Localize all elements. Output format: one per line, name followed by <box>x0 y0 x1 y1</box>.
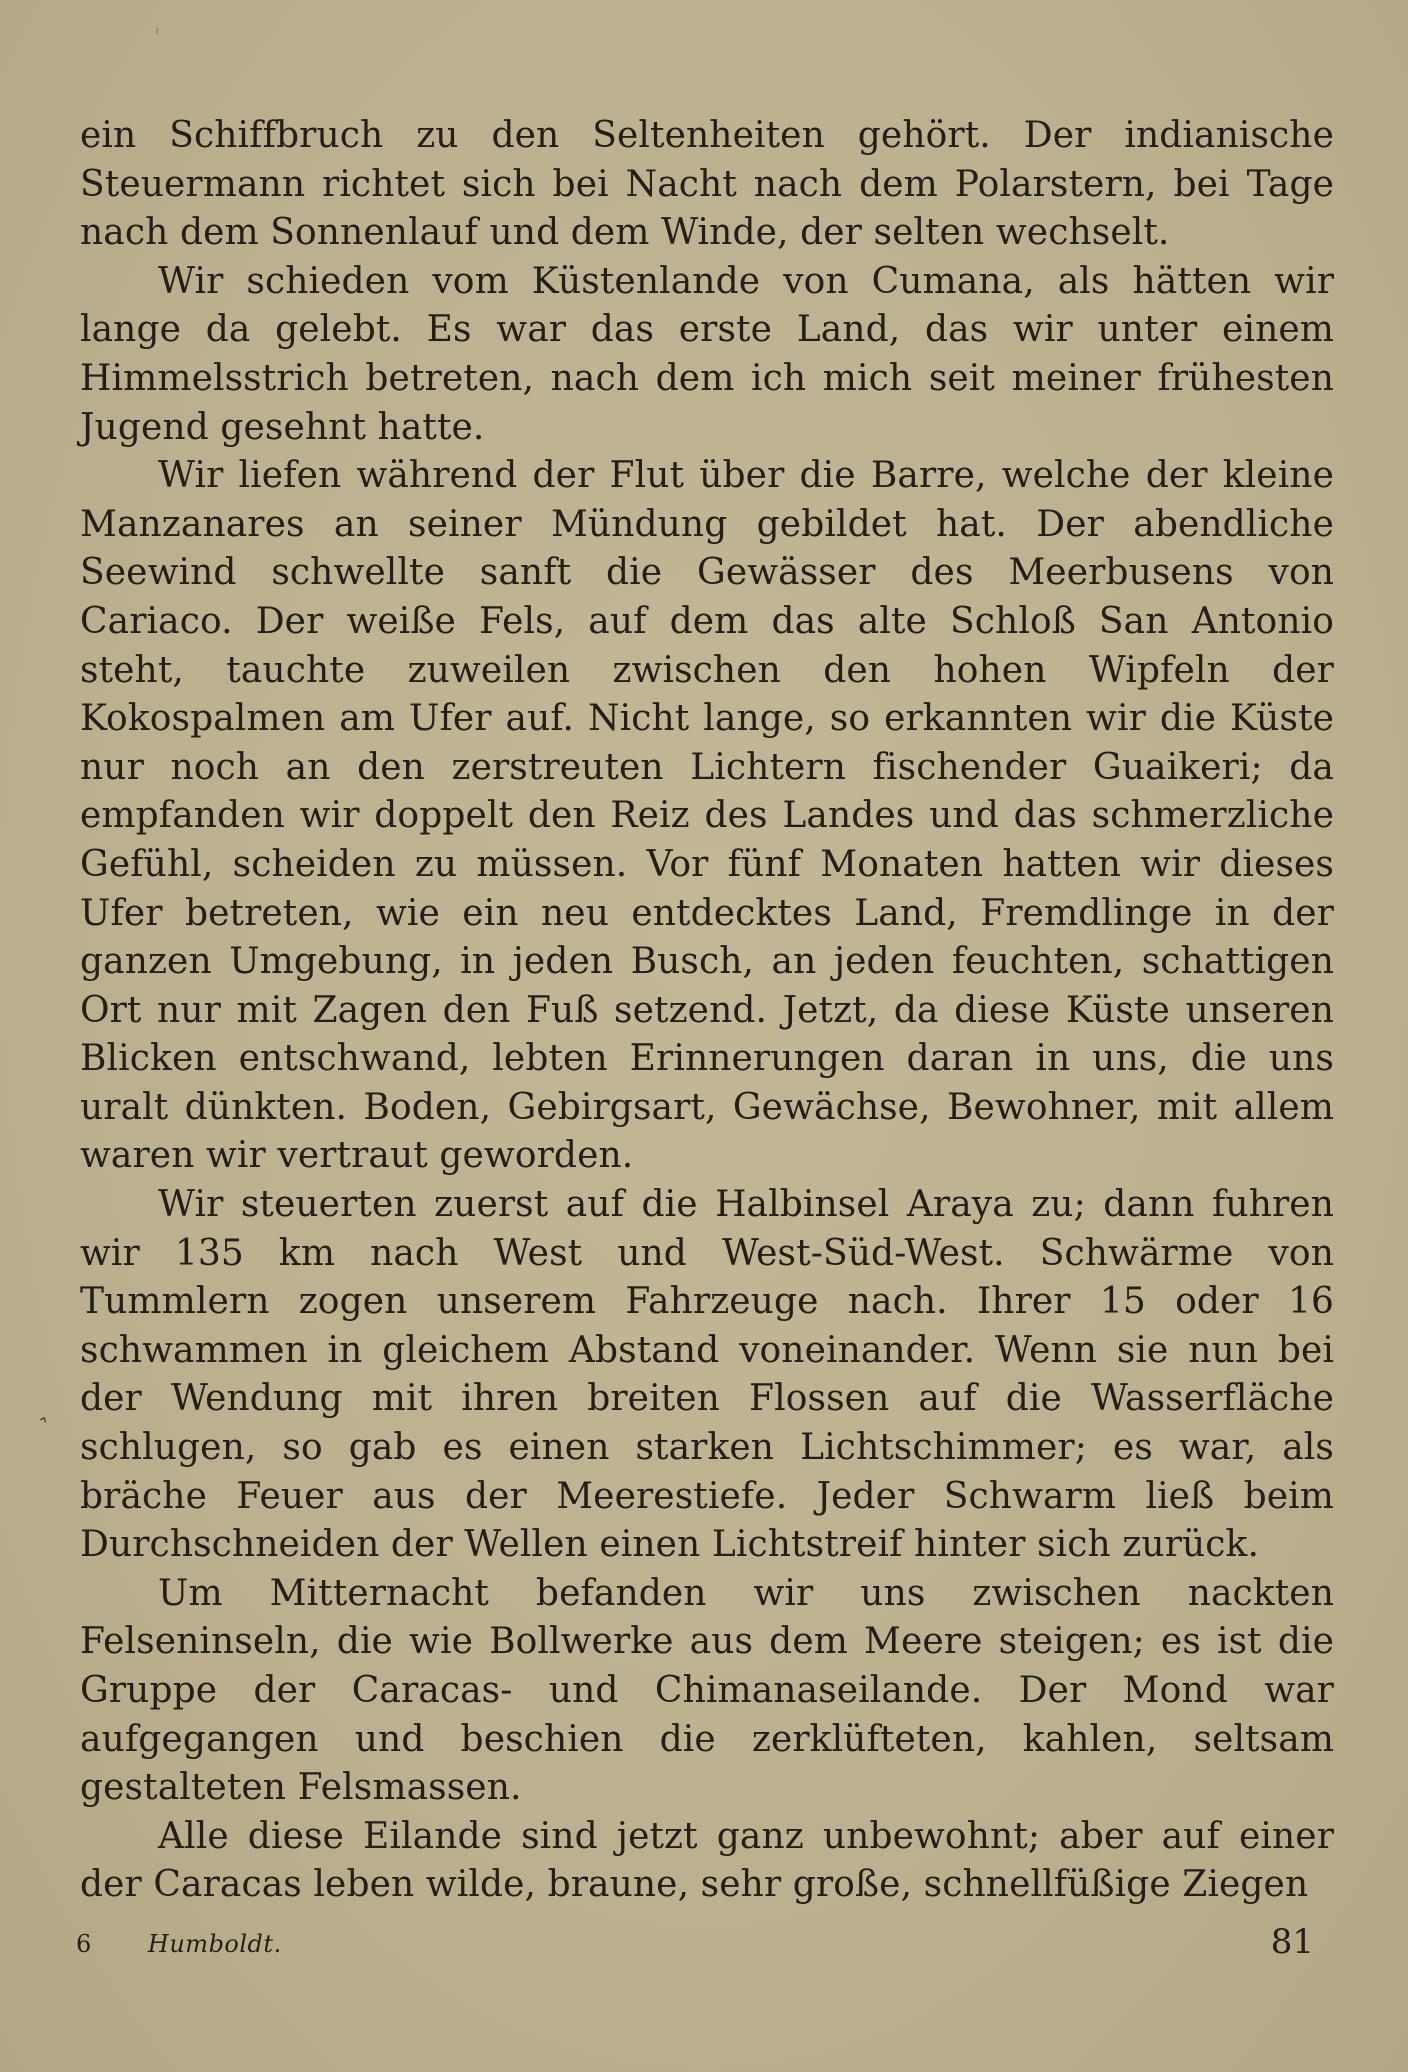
paper-speck <box>156 28 158 34</box>
paragraph-continuation: ein Schiffbruch zu den Seltenheiten gehört. Der indianische Steuermann richtet sich bei Nacht nach dem Polarstern, bei Tage nach dem Sonnenlauf und dem Winde, der selten wechselt. <box>80 115 1334 254</box>
paragraph-departure: Wir schieden vom Küstenlande von Cumana, als hätten wir lange da gelebt. Es war das erste Land, das wir unter einem Himmelsstrich betreten, nach dem ich mich seit meiner frühesten Jugend gesehnt hatte. <box>80 260 1334 448</box>
paragraph-voyage: Wir liefen während der Flut über die Barre, welche der kleine Manzanares an seiner Mündung gebildet hat. Der abendliche Seewind schwellte sanft die Gewässer des Meerbusens von Cariaco. Der weiße Fels, auf dem das alte Schloß San Antonio steht, tauchte zuweilen zwischen den hohen Wipfeln der Kokospalmen am Ufer auf. Nicht lange, so erkannten wir die Küste nur noch an den zerstreuten Lichtern fischender Guaikeri; da empfanden wir doppelt den Reiz des Landes und das schmerzliche Gefühl, scheiden zu müssen. Vor fünf Monaten hatten wir dieses Ufer betreten, wie ein neu entdecktes Land, Fremdlinge in der ganzen Umgebung, in jeden Busch, an jeden feuchten, schattigen Ort nur mit Zagen den Fuß setzend. Jetzt, da diese Küste unseren Blicken entschwand, lebten Erinnerungen daran in uns, die uns uralt dünkten. Boden, Gebirgsart, Gewächse, Bewohner, mit allem waren wir vertraut geworden. <box>80 455 1334 1177</box>
paragraph-midnight: Um Mitternacht befanden wir uns zwischen nackten Felseninseln, die wie Bollwerke aus dem Meere steigen; es ist die Gruppe der Caracas- und Chimanaseilande. Der Mond war aufgegangen und beschien die zerklüfteten, kahlen, seltsam gestalteten Felsmassen. <box>80 1572 1334 1809</box>
margin-mark: ‸ <box>39 1397 57 1424</box>
page-number: 81 <box>1270 1922 1314 1962</box>
signature-number: 6 <box>76 1930 92 1958</box>
paragraph-islands: Alle diese Eilande sind jetzt ganz unbewohnt; aber auf einer der Caracas leben wilde, braune, sehr große, schnellfüßige Ziegen <box>80 1815 1334 1906</box>
body-text <box>80 112 1334 1910</box>
printer-signature <box>76 1930 282 1958</box>
signature-name: Humboldt. <box>147 1930 282 1958</box>
paragraph-dolphins: Wir steuerten zuerst auf die Halbinsel Araya zu; dann fuhren wir 135 km nach West und West-Süd-West. Schwärme von Tummlern zogen unserem Fahrzeuge nach. Ihrer 15 oder 16 schwammen in gleichem Abstand voneinander. Wenn sie nun bei der Wendung mit ihren breiten Flossen auf die Wasserfläche schlugen, so gab es einen starken Lichtschimmer; es war, als bräche Feuer aus der Meerestiefe. Jeder Schwarm ließ beim Durchschneiden der Wellen einen Lichtstreif hinter sich zurück. <box>80 1184 1334 1566</box>
